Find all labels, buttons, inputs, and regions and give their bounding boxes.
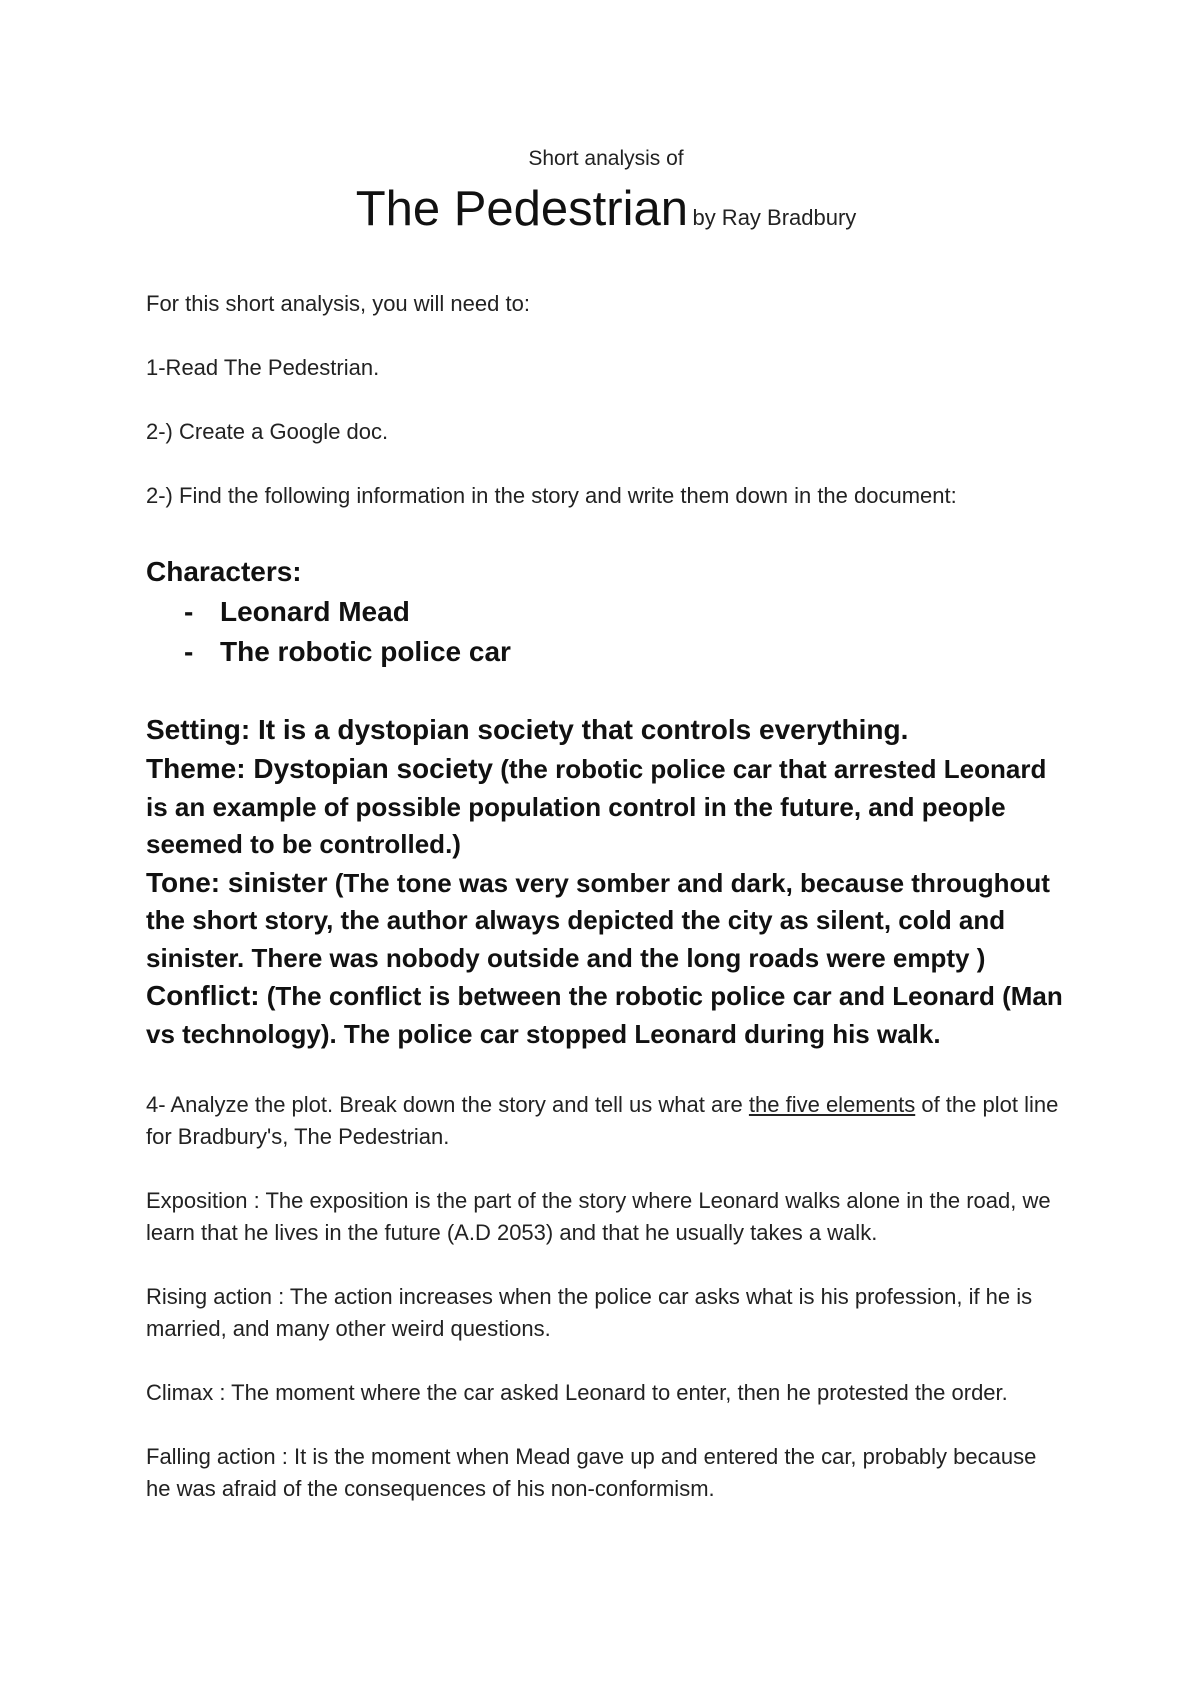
document-title: The Pedestrian [355, 182, 688, 236]
falling-action-text: : It is the moment when Mead gave up and entered the car, probably because he was afraid of the consequences of his non-conformism. [146, 1444, 1037, 1501]
step-1: 1-Read The Pedestrian. [146, 355, 380, 380]
tone-paragraph [146, 864, 1066, 978]
tone-label: Tone: [146, 866, 221, 898]
analyze-paragraph [146, 1089, 1066, 1153]
five-elements-link[interactable]: the five elements [748, 1092, 916, 1117]
tone-value: sinister [220, 866, 328, 898]
byline: by Ray Bradbury [692, 205, 857, 230]
climax-text: : The moment where the car asked Leonard to enter, then he protested the order. [213, 1380, 1008, 1405]
title-line [146, 180, 1066, 250]
theme-value: Dystopian society [245, 753, 493, 784]
analyze-text-before: 4- Analyze the plot. Break down the story and tell us what are [146, 1092, 749, 1117]
climax-label: Climax [146, 1380, 214, 1405]
conflict-paragraph [146, 977, 1066, 1053]
tone-text: (The tone was very somber and dark, because throughout the short story, the author always depicted the city as silent, cold and sinister. There was nobody outside and the long roads were empty ) [146, 867, 1050, 973]
step-2: 2-) Create a Google doc. [146, 419, 389, 444]
theme-paragraph [146, 750, 1066, 864]
intro-text: For this short analysis, you will need to: [146, 291, 530, 316]
rising-action-text: : The action increases when the police car asks what is his profession, if he is married, and many other weird questions. [146, 1284, 1033, 1341]
dash-bullet: - [184, 596, 194, 627]
exposition-text: : The exposition is the part of the story where Leonard walks alone in the road, we learn that he lives in the future (A.D 2053) and that he usually takes a walk. [146, 1188, 1051, 1245]
subtitle: Short analysis of [528, 147, 684, 170]
setting-paragraph [146, 710, 1066, 750]
theme-text: (the robotic police car that arrested Leonard is an example of possible population control in the future, and people seemed to be controlled.) [146, 754, 1047, 859]
setting-label: Setting: [146, 714, 251, 745]
rising-action-label: Rising action [146, 1284, 272, 1309]
climax-paragraph [146, 1377, 1066, 1409]
step-3: 2-) Find the following information in the story and write them down in the document: [146, 483, 957, 508]
list-item [146, 592, 1066, 632]
character-name: The robotic police car [220, 636, 511, 667]
exposition-label: Exposition [146, 1188, 248, 1213]
analyze-text-after: of the plot line for Bradbury's, The Pedestrian. [146, 1092, 1059, 1149]
theme-label: Theme: [146, 753, 246, 784]
list-item [146, 632, 1066, 672]
character-name: Leonard Mead [220, 596, 410, 627]
rising-action-paragraph [146, 1281, 1066, 1345]
document-content [146, 146, 1066, 1505]
setting-text: It is a dystopian society that controls everything. [250, 714, 909, 745]
exposition-paragraph [146, 1185, 1066, 1249]
falling-action-label: Falling action [146, 1444, 276, 1469]
dash-bullet: - [184, 636, 194, 667]
characters-heading: Characters: [146, 556, 302, 587]
characters-list [146, 592, 1066, 672]
conflict-text: (The conflict is between the robotic police car and Leonard (Man vs technology). The police car stopped Leonard during his walk. [146, 981, 1063, 1049]
falling-action-paragraph [146, 1441, 1066, 1505]
conflict-label: Conflict: [146, 980, 260, 1011]
